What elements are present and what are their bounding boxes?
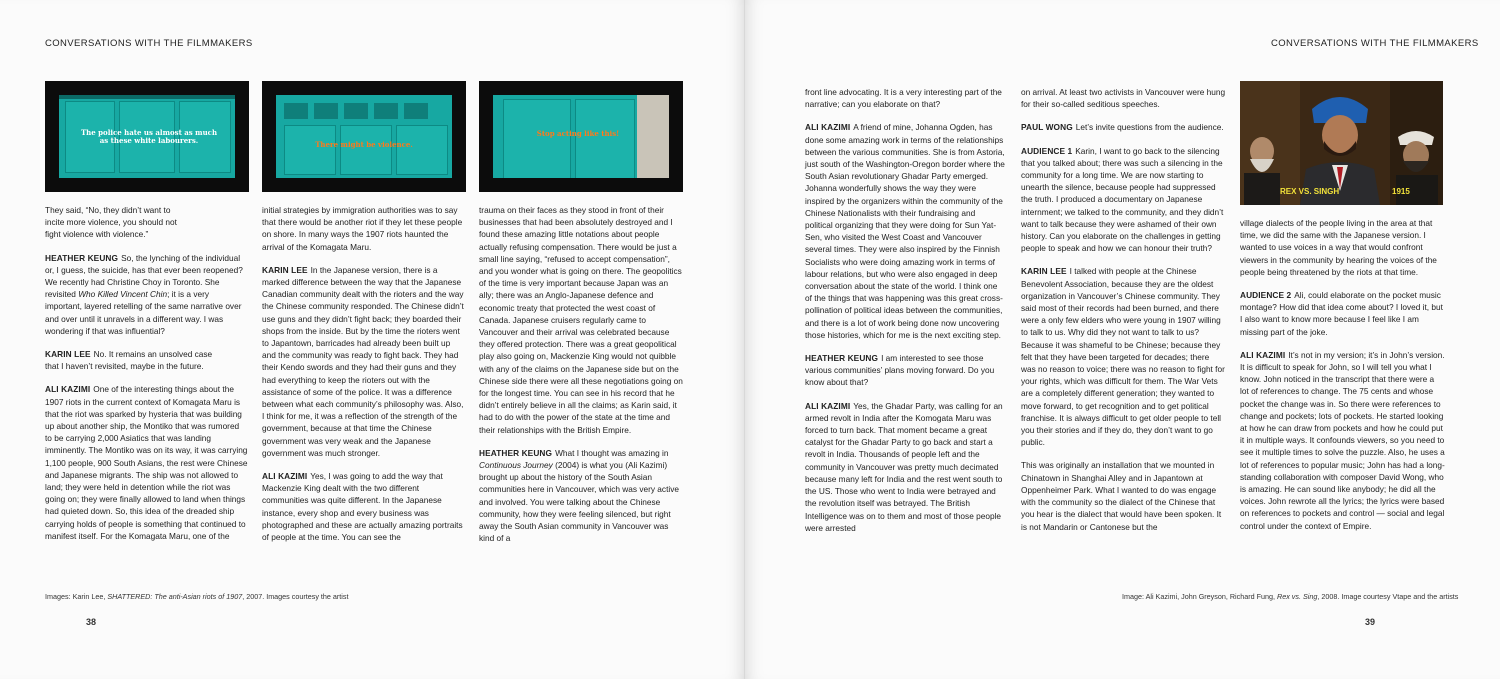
paragraph: ALI KAZIMI Yes, I was going to add the way that Mackenzie King dealt with the two different communities was quite different. In the Japanese instance, every shop and every business was photographed and these are actually amazing portraits of people at the time. You can see the <box>262 471 463 543</box>
paragraph: trauma on their faces as they stood in front of their businesses that had been absolutely destroyed and I found these amazing little notations about people actually refusing compensation. There would be just a small line saying, “refused to accept compensation”, and you wonder what is going on there. The geopolitics of the time is very important because Japan was an ally; there was an Anglo-Japanese defence and economic treaty that protected the west coast of Canada. Japanese cruisers regularly came to Vancouver and their arrival was celebrated because they offered protection. There was a great geopolitical play also going on, Mackenzie King would not quibble with any of the claims on the Japanese side but on the Chinese side there were all these negotiations going on for the longest time. You can see in his record that he didn’t entirely believe in all the claims; as Karin said, it had to do with the power of the state at the time and their relationships with the British Empire. <box>479 205 683 435</box>
paragraph: This was originally an installation that we mounted in Chinatown in Shanghai Alley and in Japantown at Oppenheimer Park. What I wanted to do was engage with the community so the dialect of the Chinese that you hear is the dialect that would have been spoken. It is not Mandarin or Cantonese but the <box>1021 460 1222 532</box>
page-number-left: 38 <box>86 617 97 627</box>
film-still-3 <box>479 81 683 192</box>
running-head-right: CONVERSATIONS WITH THE FILMMAKERS <box>1271 38 1479 49</box>
film-title: Who Killed Vincent Chin <box>78 289 168 300</box>
paragraph: AUDIENCE 2 Ali, could elaborate on the pocket music montage? How did that idea come about? I loved it, but I also want to know more because I feel like I am missing part of the joke. <box>1240 290 1443 337</box>
portrait-illustration <box>1240 81 1443 205</box>
paragraph: They said, “No, they didn’t want to incite more violence, you should not fight violence with violence.” <box>45 205 177 240</box>
speaker-name: AUDIENCE 2 <box>1240 290 1292 301</box>
speaker-name: ALI KAZIMI <box>45 384 91 395</box>
right-column-2 <box>1021 86 1226 544</box>
left-page <box>0 0 745 679</box>
film-still-2 <box>262 81 466 192</box>
film-still-1 <box>45 81 249 192</box>
paragraph: ALI KAZIMI One of the interesting things about the 1907 riots in the current context of Komagata Maru is that the riot was sparked by hysteria that was building up about another ship, the Montiko that was rumored to be carrying 2,000 Asiatics that was landing imminently. The Montiko was on its way, it was carrying 1,100 people, 900 South Asians, the rest were Chinese and Japanese migrants. The ship was not allowed to land; they were held in detention while the riot was going on; they were finally allowed to land when things had quieted down. So, this idea of the dreaded ship carrying holds of people is something that continued to manifest itself. For the Komagata Maru, one of the <box>45 384 248 541</box>
photo-caption-year: 1915 <box>1392 187 1410 196</box>
paragraph: ALI KAZIMI A friend of mine, Johanna Ogden, has done some amazing work in terms of the relationships between the various communities. She is from Astoria, just south of the Washington-Oregon border where the South Asian revolutionary Ghadar Party emerged. Johanna wonderfully shows the way they were inspired by the organizers within the community of the Chinese Nationalists with their fundraising and political organizing that they were doing for Sun Yat-Sen, who visited the West Coast and Vancouver several times. They were also inspired by the Finnish Socialists who were doing amazing work in terms of labour relations, but who were also engaged in deep conversation about the state of the world. I think one of the things that was happening was this great cross-pollination of political ideas between the communities, and there is a lot of work being done now uncovering those histories, which for me is the next exciting step. <box>805 122 1005 340</box>
paragraph: KARIN LEE No. It remains an unsolved case that I haven’t revisited, maybe in the future. <box>45 349 213 372</box>
paragraph: front line advocating. It is a very interesting part of the narrative; can you elaborate on that? <box>805 87 1002 110</box>
left-column-3 <box>479 204 683 555</box>
paragraph: PAUL WONG Let’s invite questions from the audience. <box>1021 122 1224 133</box>
paragraph: KARIN LEE In the Japanese version, there is a marked difference between the way that the Japanese Canadian community dealt with the rioters and the way the Chinese community responded. The Chinese didn’t use guns and they didn’t fight back; they boarded their shops from the inside. But by the time the rioters went to Japantown, barricades had already been built up and the community was ready to fight back. They had their Kendo swords and they had their guns and they had everything to keep the rioters out with the assistance of some of the police. It was a difference between what each community’s philosophy was. Also, I think for me, it was a reflection of the strength of the government, because at that time the Chinese government was very weak and the Japanese government was much stronger. <box>262 264 464 458</box>
paragraph: KARIN LEE I talked with people at the Chinese Benevolent Association, because they are the oldest organization in Vancouver’s Chinese community. They said most of their records had been burned, and there were a only few elders who were young in 1907 willing to talk to us. Why did they not want to talk to us? Because it was shameful to be Chinese; because they felt that they have been targeted for decades; there was no reason to voice; there was no reason to fight for your rights, which was difficult for them. The War Vets are a completely different generation; they wanted to move forward, to get recognition and to get political franchise. It is always difficult to get older people to tell you their stories and if they do, they don’t want to go public. <box>1021 266 1225 448</box>
right-column-1 <box>805 86 1005 545</box>
speaker-name: HEATHER KEUNG <box>479 447 553 458</box>
speaker-name: ALI KAZIMI <box>805 400 851 411</box>
paragraph: initial strategies by immigration authorities was to say that there would be another riot if they let these people on shore. In many ways the 1907 riots haunted the arrival of the Komagata Maru. <box>262 205 463 252</box>
paragraph: HEATHER KEUNG What I thought was amazing in Continuous Journey (2004) is what you (Ali Kazimi) brought up about the history of the South Asian communities here in Vancouver, which was very active and involved. You were talking about the Chinese community, how they were feeling silenced, but right away the South Asian community in Vancouver was kind of a <box>479 447 679 544</box>
speaker-name: KARIN LEE <box>45 349 91 360</box>
paragraph: HEATHER KEUNG I am interested to see those various communities’ plans moving forward. Do you know about that? <box>805 353 995 388</box>
speaker-name: ALI KAZIMI <box>262 471 308 482</box>
photo-caption-title: REX VS. SINGH <box>1280 187 1340 196</box>
paragraph: HEATHER KEUNG So, the lynching of the individual or, I guess, the suicide, has that ever been reopened? We recently had Christine Choy in Toronto. She revisited Who Killed Vincent Chin; it is a very important, layered retelling of the same narrative over and over until it unravels in a different way. I was wondering if that was influential? <box>45 252 243 336</box>
speaker-name: ALI KAZIMI <box>1240 349 1286 360</box>
speaker-name: HEATHER KEUNG <box>45 252 119 263</box>
speaker-name: HEATHER KEUNG <box>805 353 879 364</box>
speaker-name: AUDIENCE 1 <box>1021 145 1073 156</box>
paragraph: on arrival. At least two activists in Vancouver were hung for their so-called seditious speeches. <box>1021 87 1226 110</box>
paragraph: AUDIENCE 1 Karin, I want to go back to the silencing that you talked about; there was such a silencing in the community for a long time. We are now starting to unearth the silence, because people had suppressed the truth. I produced a documentary on Japanese internment; we talked to the community, and they didn’t want to talk because they were ashamed of their own history. Can you elaborate on the challenges in getting people to speak and how we can honour their truth? <box>1021 145 1224 254</box>
still-2-caption: There might be violence. <box>315 140 413 149</box>
speaker-name: ALI KAZIMI <box>805 122 851 133</box>
still-1-caption: The police hate us almost as much as these white labourers. <box>80 128 218 145</box>
film-still-rex-vs-singh <box>1240 81 1443 205</box>
speaker-name: KARIN LEE <box>262 264 308 275</box>
paragraph: ALI KAZIMI It’s not in my version; it’s in John’s version. It is difficult to speak for John, so I will tell you what I know. John noticed in the transcript that there were a lot of references to change. The 75 cents and whose pocket the change was in. So there were references to change and pockets; lots of pockets. He started looking at how he can draw from pockets and how he could put it in multiple ways. It confounds viewers, so you need to see it multiple times to solve the puzzle. Also, he uses a lot of references to popular music; John has had a long-standing collaboration with composer David Wong, who is amazing. He can sound like anybody; he did all the voices. John rewrote all the lyrics; the lyrics were based on references to pockets and control — social and legal control under the context of Empire. <box>1240 349 1445 531</box>
speaker-name: KARIN LEE <box>1021 266 1067 277</box>
page-number-right: 39 <box>1365 617 1376 627</box>
image-caption-left: Images: Karin Lee, SHATTERED: The anti-Asian riots of 1907, 2007. Images courtesy the artist <box>45 592 349 601</box>
image-caption-right: Image: Ali Kazimi, John Greyson, Richard Fung, Rex vs. Sing, 2008. Image courtesy Vtape and the artists <box>1122 592 1459 601</box>
left-column-2 <box>262 204 466 554</box>
film-title: Continuous Journey <box>479 460 553 471</box>
running-head-left: CONVERSATIONS WITH THE FILMMAKERS <box>45 38 253 49</box>
left-column-1 <box>45 204 248 553</box>
right-column-3 <box>1240 217 1445 543</box>
speaker-name: PAUL WONG <box>1021 122 1073 133</box>
paragraph: village dialects of the people living in the area at that time, we did the same with the Japanese version. I wanted to use voices in a way that would confront viewers in the community by hearing the voices of the people being threatened by the riots at that time. <box>1240 218 1437 277</box>
paragraph: ALI KAZIMI Yes, the Ghadar Party, was calling for an armed revolt in India after the Komogata Maru was forced to turn back. That moment became a great catalyst for the Ghadar Party to go back and start a revolt in India. Thousands of people left and the community in Vancouver was pretty much decimated because many left for India and the rest went south to the US. Those who went to India were betrayed and the revolution itself was betrayed. The British Intelligence was on to them and most of those people were arrested <box>805 400 1003 533</box>
still-3-caption: Stop acting like this! <box>536 129 620 138</box>
